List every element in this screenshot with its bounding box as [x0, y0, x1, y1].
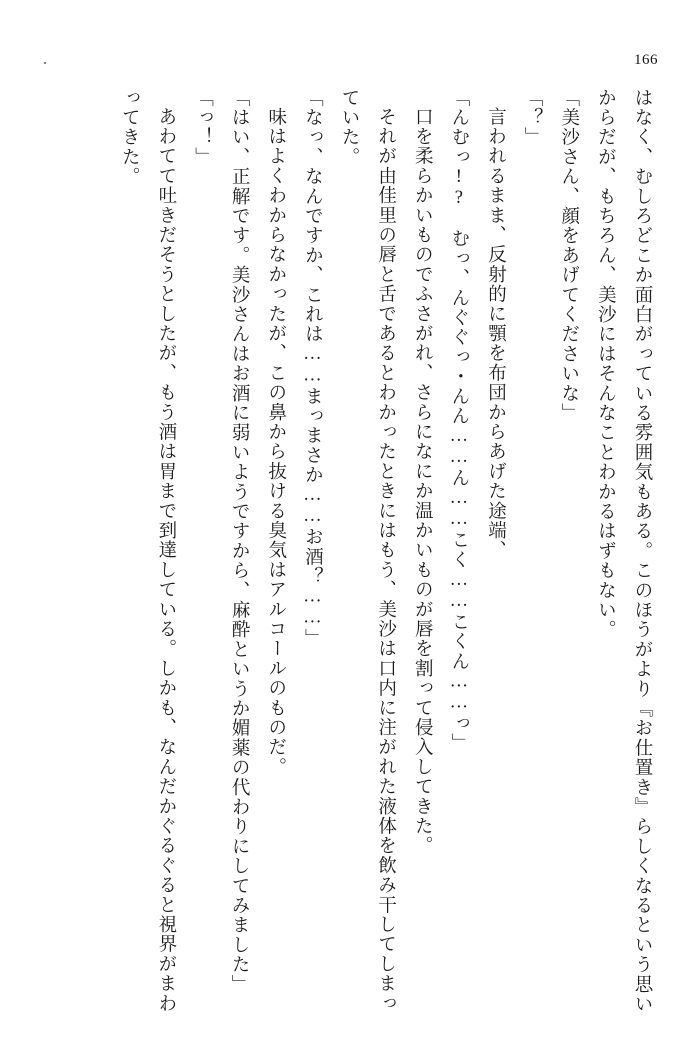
paragraph: あわてて吐きだそうとしたが、もう酒は胃まで到達している。しかも、なんだかぐるぐると視界がまわってきた。	[119, 88, 176, 1013]
paragraph: 「んむっ!? むっ、んぐぐっ・んん……ん……こく……こくん……っ」	[448, 88, 469, 754]
paragraph: 「美沙さん、顔をあげてくださいな」	[558, 88, 579, 423]
page-number: 166	[634, 52, 658, 68]
paragraph: はなく、むしろどこか面白がっている雰囲気もある。このほうがより『お仕置き』らしくなるという思いからだが、もちろん、美沙にはそんなことわかるはずもない。	[595, 88, 652, 1014]
paragraph: 口を柔らかいものでふさがれ、さらになにか温かいものが唇を割って侵入してきた。	[412, 106, 433, 856]
paragraph: 「はい、正解です。美沙さんはお酒に弱いようですから、麻酔というか媚薬の代わりにしてみました」	[229, 88, 250, 995]
paragraph: 味はよくわからなかったが、この鼻から抜ける臭気はアルコールのものだ。	[265, 106, 286, 777]
paragraph: 言われるまま、反射的に顎を布団からあげた途端、	[485, 106, 506, 560]
paragraph: 「っ！」	[192, 88, 213, 167]
paragraph: 「なっ、なんですか、これは……まっまさか……お酒？……」	[302, 88, 323, 649]
page-corner-mark	[44, 62, 46, 64]
vertical-text-body	[36, 88, 660, 1014]
paragraph: それが由佳里の唇と舌であるとわかったときにはもう、美沙は口内に注がれた液体を飲み干してしまっていた。	[339, 88, 396, 1013]
paragraph: 「？」	[522, 88, 543, 148]
